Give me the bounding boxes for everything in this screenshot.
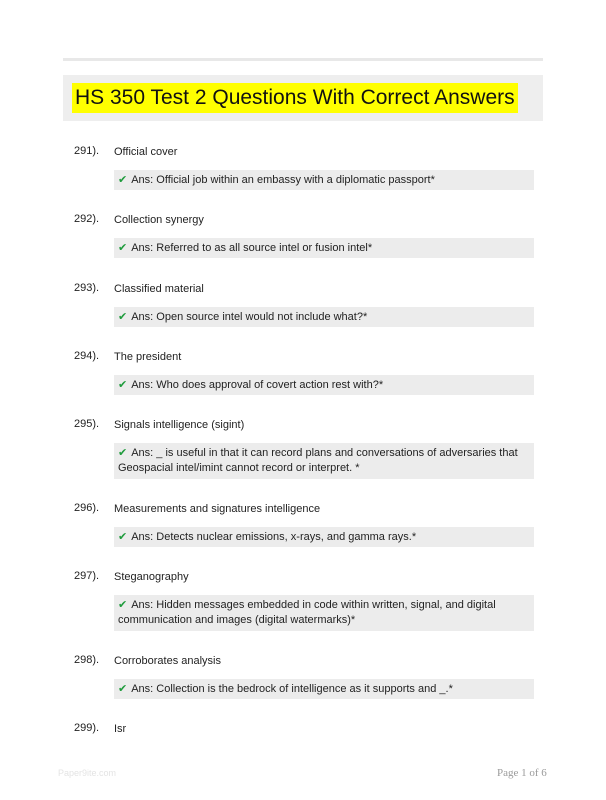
question-text: Isr bbox=[114, 723, 127, 735]
answer-text: Ans: _ is useful in that it can record plans and conversations of adversaries that Geospacial intel/imint cannot record or interpret. * bbox=[118, 447, 518, 474]
page-title: HS 350 Test 2 Questions With Correct Answers bbox=[72, 83, 518, 113]
check-icon: ✔ bbox=[118, 379, 128, 391]
answer-text: Ans: Hidden messages embedded in code within written, signal, and digital communication and images (digital watermarks)* bbox=[118, 599, 496, 626]
answer-box bbox=[114, 527, 534, 547]
answer-text: Ans: Detects nuclear emissions, x-rays, and gamma rays.* bbox=[131, 531, 417, 543]
question-number: 293). bbox=[74, 282, 100, 294]
answer-box bbox=[114, 679, 534, 699]
check-icon: ✔ bbox=[118, 174, 128, 186]
answer-box bbox=[114, 375, 534, 395]
question-text: Classified material bbox=[114, 283, 204, 295]
top-divider bbox=[63, 58, 543, 61]
footer-watermark: Paper9ite.com bbox=[58, 768, 117, 778]
question-text: Official cover bbox=[114, 146, 178, 158]
question-number: 291). bbox=[74, 145, 100, 157]
question-text: Signals intelligence (sigint) bbox=[114, 419, 245, 431]
question-text: Measurements and signatures intelligence bbox=[114, 503, 321, 515]
check-icon: ✔ bbox=[118, 447, 128, 459]
check-icon: ✔ bbox=[118, 531, 128, 543]
answer-text: Ans: Referred to as all source intel or fusion intel* bbox=[131, 242, 373, 254]
question-text: Steganography bbox=[114, 571, 189, 583]
answer-text: Ans: Open source intel would not include what?* bbox=[131, 311, 368, 323]
check-icon: ✔ bbox=[118, 311, 128, 323]
answer-box bbox=[114, 595, 534, 631]
answer-box bbox=[114, 307, 534, 327]
question-text: The president bbox=[114, 351, 182, 363]
answer-text: Ans: Collection is the bedrock of intelligence as it supports and _.* bbox=[131, 683, 453, 695]
answer-text: Ans: Official job within an embassy with a diplomatic passport* bbox=[131, 174, 435, 186]
title-banner bbox=[63, 75, 543, 121]
question-text: Corroborates analysis bbox=[114, 655, 221, 667]
check-icon: ✔ bbox=[118, 599, 128, 611]
question-number: 295). bbox=[74, 418, 100, 430]
check-icon: ✔ bbox=[118, 242, 128, 254]
answer-box bbox=[114, 170, 534, 190]
question-number: 299). bbox=[74, 722, 100, 734]
question-number: 297). bbox=[74, 570, 100, 582]
question-number: 296). bbox=[74, 502, 100, 514]
question-number: 292). bbox=[74, 213, 100, 225]
answer-text: Ans: Who does approval of covert action rest with?* bbox=[131, 379, 384, 391]
answer-box bbox=[114, 238, 534, 258]
question-number: 298). bbox=[74, 654, 100, 666]
question-text: Collection synergy bbox=[114, 214, 204, 226]
page-number: Page 1 of 6 bbox=[497, 767, 547, 779]
question-number: 294). bbox=[74, 350, 100, 362]
check-icon: ✔ bbox=[118, 683, 128, 695]
answer-box bbox=[114, 443, 534, 479]
